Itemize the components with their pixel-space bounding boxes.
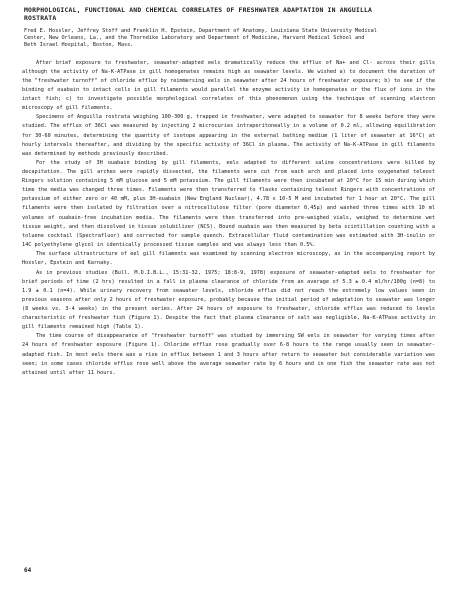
paragraph: For the study of 3H ouabain binding by gill filaments, eels adapted to different saline concentrations were killed by decapitation. The gill arches were rapidly dissected, the filaments were cut from each arch and placed into oxygenated teleost Ringers solution containing 5 mM glucose and 5 mM potassium. The gill filaments were then incubated at 20°C for 15 min during which time the media was changed three times. Filaments were then transferred to flasks containing teleost Ringers with concentrations of potassium of either zero or 40 mM, plus 3H-ouabain (New England Nuclear), 4.78 x 10-5 M and incubated for 1 hour at 20°C. The gill filaments were then isolated by filtration over a nitrocellulose filter (pore diameter 0.45μ) and washed three times with 10 ml volumes of ouabain-free incubation media. The filaments were then transferred into pre-weighed vials, weighed to determine wet tissue weight, and then dissolved in tissue solubilizer (NCS). Bound ouabain was then measured by beta scintillation counting with a toluene cocktail (Spectrafluor) and corrected for sample quench. Extracellular fluid contamination was estimated with 3H-inulin or 14C polyethylene glycol in identically processed tissue samples and was always less than 0.5%. [22, 160, 435, 248]
author-affiliations: Fred E. Hossler, Jeffrey Stoff and Franklin H. Epstein, Department of Anatomy, Louisiana State University Medical Center, New Orleans, La., and the Thorndike Laboratory and Department of Medicine, Harvard Medical School and Beth Israel Hospital, Boston, Mass. [24, 28, 377, 49]
paragraph: After brief exposure to freshwater, seawater-adapted eels dramatically reduce the efflux of Na+ and Cl- across their gills although the activity of Na-K-ATPase in gill homogenates remains high as seawater levels. We wished a) to document the duration of the "freshwater turnoff" of chloride efflux by reimmersing eels in seawater after 24 hours of freshwater exposure; b) to see if the binding of ouabain to intact cells in gill filaments would parallel the enzyme activity in homogenates or the flux of ions in the intact fish; c) to investigate possible morphological correlates of this phenomenon using the technique of scanning electron microscopy of gill filaments. [22, 59, 435, 112]
paragraph: Specimens of Anguilla rostrata weighing 100-300 g, trapped in freshwater, were adapted to seawater for 8 weeks before they were studied. The efflux of 36Cl was measured by injecting 2 microcuries intraperitoneally in a volume of 0.2 ml, allowing equilibration for 30-60 minutes, determining the quantity of isotope appearing in the external bathing medium (1 liter of seawater at 16°C) at hourly intervals thereafter, and dividing by the specific activity of 36Cl in plasma. The activity of Na-K-ATPase in gill filaments was determined by methods previously described. [22, 114, 435, 157]
paragraph: The surface ultrastructure of eel gill filaments was examined by scanning electron microscopy, as in the accompanying report by Hossler, Epstein and Karnaky. [22, 251, 435, 267]
paragraph: As in previous studies (Bull. M.D.I.B.L., 15:31-32, 1975; 18:8-9, 1978) exposure of seawater-adapted eels to freshwater for brief periods of time (2 hrs) resulted in a fall in plasma clearance of chloride from an average of 5.3 ± 0.4 ml/hr/100g (n=8) to 1.9 ± 0.1 (n=4). While urinary recovery from seawater levels, chloride efflux did not reach the extremely low values seen in previous seasons after only 2 hours of freshwater exposure, probably because the initial period of adaptation to seawater was longer (8 weeks vs. 3-4 weeks) in the present series. After 24 hours of exposure to freshwater, chloride efflux was reduced to levels characteristic of freshwater fish (Figure 1). Despite the fact that plasma clearance of salt was negligible, Na-K-ATPase activity in gill filaments remained high (Table 1). [22, 269, 435, 331]
paragraph: The time course of disappearance of "freshwater turnoff" was studied by immersing SW eels in seawater for varying times after 24 hours of freshwater exposure (Figure 1). Chloride efflux rose gradually over 6-8 hours to the range usually seen in seawater-adapted fish. In most eels there was a rise in efflux between 1 and 3 hours after return to seawater but considerable variation was seen; in some cases chloride efflux rose well above the average seawater rate by 6 hours and in one fish the seawater rate was not attained until after 11 hours. [22, 333, 435, 376]
paper-title: MORPHOLOGICAL, FUNCTIONAL AND CHEMICAL CORRELATES OF FRESHWATER ADAPTATION IN ANGUILLA ROSTRATA [24, 6, 373, 22]
page-number: 64 [24, 567, 32, 574]
body-text [22, 59, 435, 378]
